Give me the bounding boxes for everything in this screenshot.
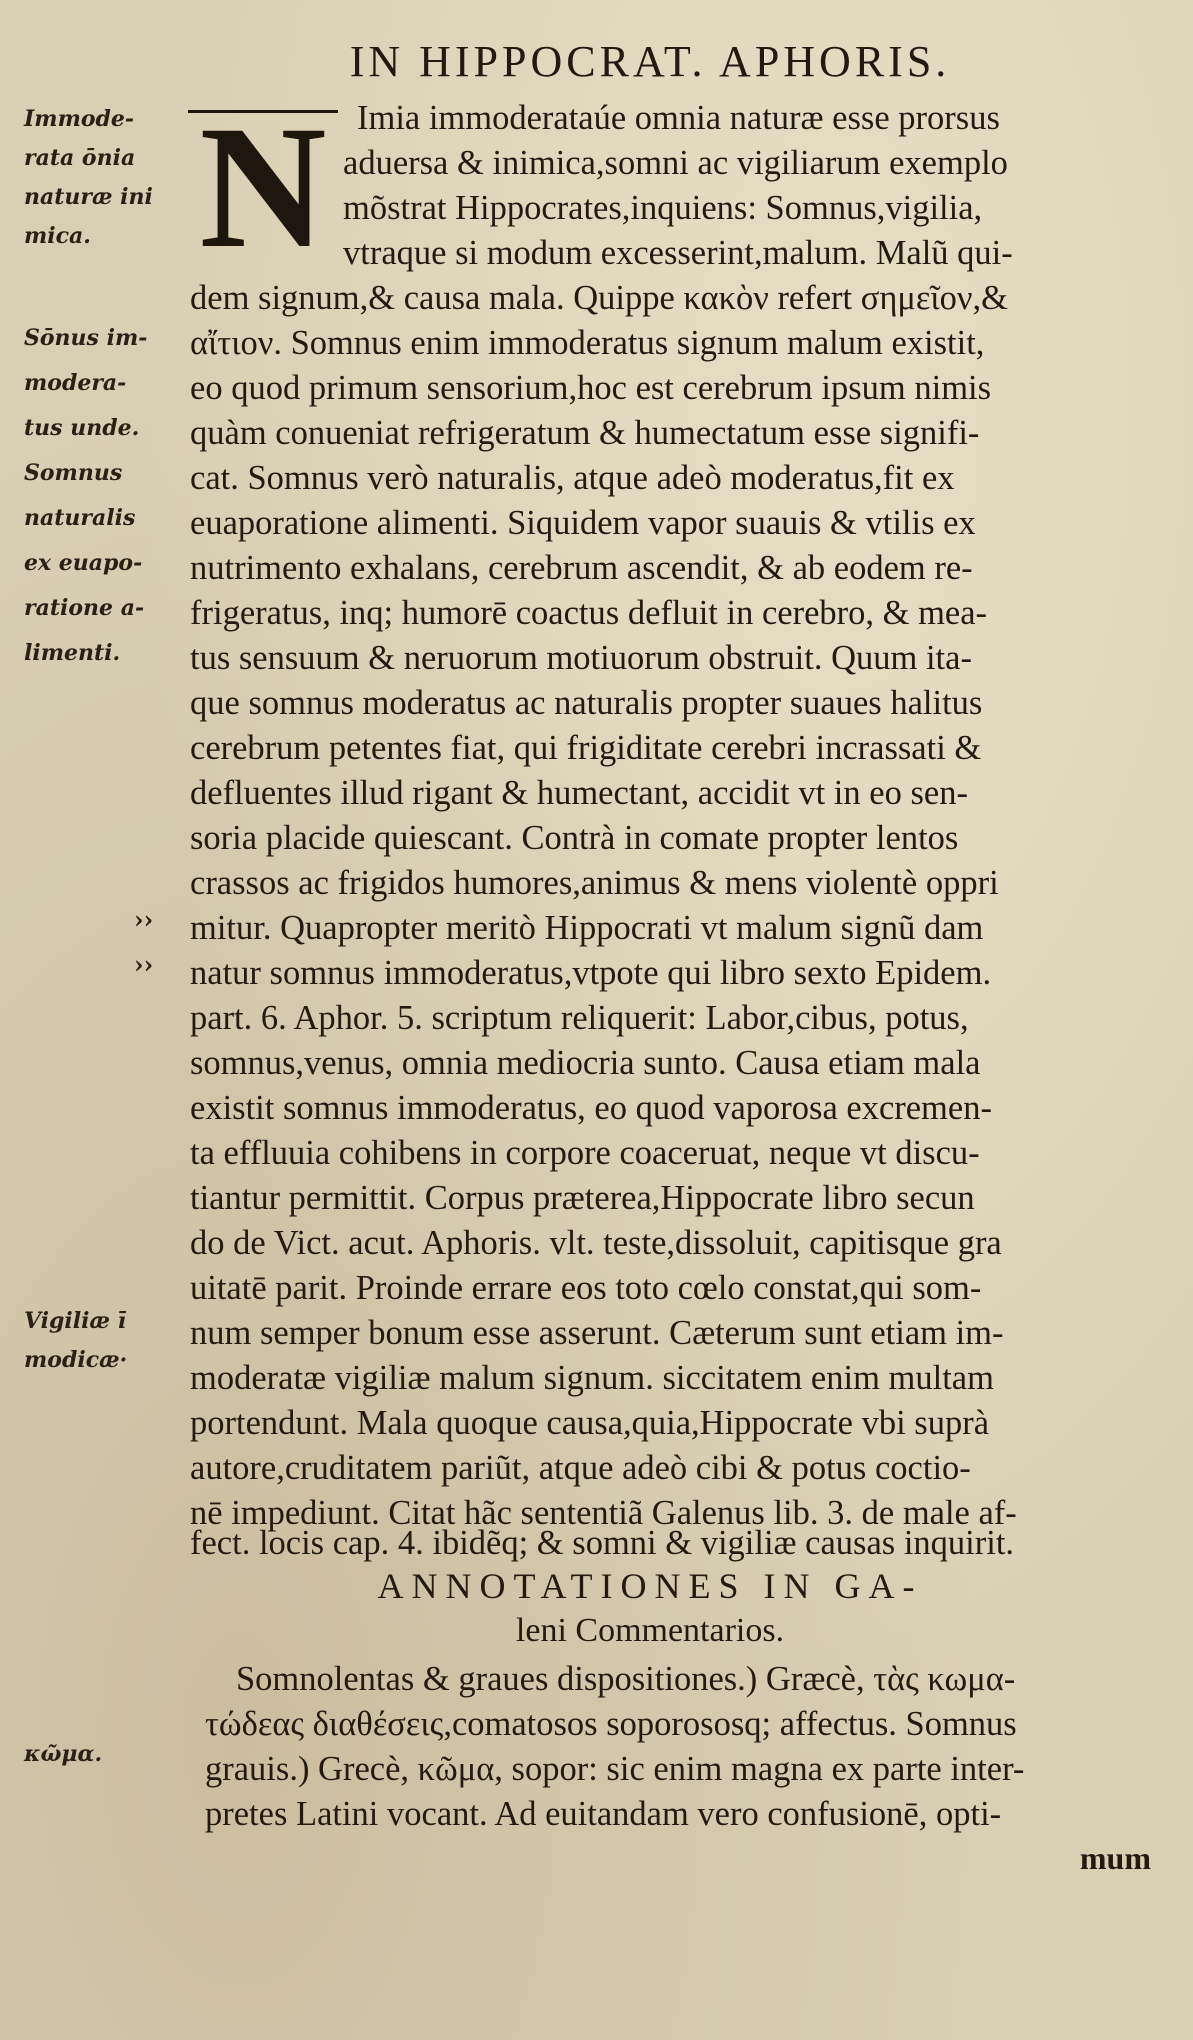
- body-line: part. 6. Aphor. 5. scriptum reliquerit: Labor,cibus, potus,: [190, 999, 969, 1037]
- body-line: frigeratus, inq; humorē coactus defluit in cerebro, & mea-: [190, 594, 988, 632]
- body-line: tiantur permittit. Corpus præterea,Hippocrate libro secun: [190, 1179, 975, 1217]
- margin-line: Immode-: [24, 106, 135, 132]
- body-line: que somnus moderatus ac naturalis propter suaues halitus: [190, 684, 983, 722]
- margin-note-koma: [24, 1735, 184, 1774]
- margin-line: limenti.: [24, 640, 121, 666]
- body-line: αἴτιον. Somnus enim immoderatus signum malum existit,: [190, 324, 985, 362]
- running-head: IN HIPPOCRAT. APHORIS.: [349, 37, 951, 86]
- body-line: defluentes illud rigant & humectant, accidit vt in eo sen-: [190, 774, 968, 812]
- body-line: autore,cruditatem pariũt, atque adeò cibi & potus coctio-: [190, 1449, 971, 1487]
- margin-line: Vigiliæ ī: [24, 1308, 127, 1334]
- quote-mark: ››: [134, 950, 154, 979]
- margin-note-vigiliae: [24, 1302, 184, 1380]
- body-line: ta effluuia cohibens in corpore coaceruat, neque vt discu-: [190, 1134, 980, 1172]
- body-line: crassos ac frigidos humores,animus & mens violentè oppri: [190, 864, 999, 902]
- margin-line: ex euapo-: [24, 550, 143, 576]
- body-line: mõstrat Hippocrates,inquiens: Somnus,vigilia,: [343, 189, 983, 227]
- annotation-heading: ANNOTATIONES IN GA-: [377, 1566, 923, 1606]
- body-line: euaporatione alimenti. Siquidem vapor suauis & vtilis ex: [190, 504, 976, 542]
- annotation-line: grauis.) Grecè, κῶμα, sopor: sic enim magna ex parte inter-: [205, 1750, 1025, 1788]
- annotation-line: pretes Latini vocant. Ad euitandam vero confusionē, opti-: [205, 1795, 1002, 1833]
- body-line: num semper bonum esse asserunt. Cæterum sunt etiam im-: [190, 1314, 1004, 1352]
- decorated-initial: N: [188, 110, 338, 263]
- body-line: eo quod primum sensorium,hoc est cerebrum ipsum nimis: [190, 369, 992, 407]
- body-line: mitur. Quapropter meritò Hippocrati vt malum signũ dam: [190, 909, 984, 947]
- margin-line: Somnus: [24, 460, 123, 486]
- body-line: soria placide quiescant. Contrà in comate propter lentos: [190, 819, 959, 857]
- margin-line: mica.: [24, 223, 91, 249]
- body-line: somnus,venus, omnia mediocria sunto. Causa etiam mala: [190, 1044, 981, 1082]
- margin-line: rata ōnia: [24, 145, 136, 171]
- body-line: Imia immoderataúe omnia naturæ esse prorsus: [357, 99, 1000, 137]
- annotation-subheading: leni Commentarios.: [515, 1612, 785, 1649]
- body-line-last: fect. locis cap. 4. ibidẽq; & somni & vigiliæ causas inquirit.: [190, 1524, 1015, 1562]
- body-line: uitatē parit. Proinde errare eos toto cœlo constat,qui som-: [190, 1269, 982, 1307]
- body-line: cerebrum petentes fiat, qui frigiditate cerebri incrassati &: [190, 729, 982, 767]
- margin-line: tus unde.: [24, 415, 140, 441]
- body-line: vtraque si modum excesserint,malum. Malũ qui-: [343, 234, 1013, 272]
- margin-line: κῶμα.: [24, 1741, 103, 1767]
- margin-line: modera-: [24, 370, 127, 396]
- body-line: quàm conueniat refrigeratum & humectatum esse signifi-: [190, 414, 980, 452]
- body-line: dem signum,& causa mala. Quippe κακὸν refert σημεῖον,&: [190, 279, 1008, 317]
- body-line: aduersa & inimica,somni ac vigiliarum exemplo: [343, 144, 1008, 182]
- body-line: do de Vict. acut. Aphoris. vlt. teste,dissoluit, capitisque gra: [190, 1224, 1002, 1262]
- body-line: cat. Somnus verò naturalis, atque adeò moderatus,fit ex: [190, 459, 955, 497]
- body-line: nutrimento exhalans, cerebrum ascendit, & ab eodem re-: [190, 549, 973, 587]
- body-line: tus sensuum & neruorum motiuorum obstruit. Quum ita-: [190, 639, 972, 677]
- margin-line: modicæ·: [24, 1347, 128, 1373]
- body-line: portendunt. Mala quoque causa,quia,Hippocrate vbi suprà: [190, 1404, 990, 1442]
- annotation-line: τώδεας διαθέσεις,comatosos soporososq; affectus. Somnus: [205, 1705, 1017, 1743]
- annotation-line: Somnolentas & graues dispositiones.) Græcè, τὰς κωμα-: [236, 1660, 1016, 1698]
- margin-line: naturæ ini: [24, 184, 153, 210]
- margin-note-somnus: [24, 316, 184, 676]
- margin-line: Sōnus im-: [24, 325, 148, 351]
- margin-note-immoderata: [24, 100, 184, 256]
- quote-mark: ››: [134, 905, 154, 934]
- body-line: nē impediunt. Citat hãc sententiã Galenus lib. 3. de male af-: [190, 1494, 1017, 1532]
- body-line: moderatæ vigiliæ malum signum. siccitatem enim multam: [190, 1359, 994, 1397]
- body-line: natur somnus immoderatus,vtpote qui libro sexto Epidem.: [190, 954, 992, 992]
- body-line: existit somnus immoderatus, eo quod vaporosa excremen-: [190, 1089, 992, 1127]
- catchword: mum: [1079, 1840, 1151, 1876]
- margin-line: ratione a-: [24, 595, 145, 621]
- margin-line: naturalis: [24, 505, 136, 531]
